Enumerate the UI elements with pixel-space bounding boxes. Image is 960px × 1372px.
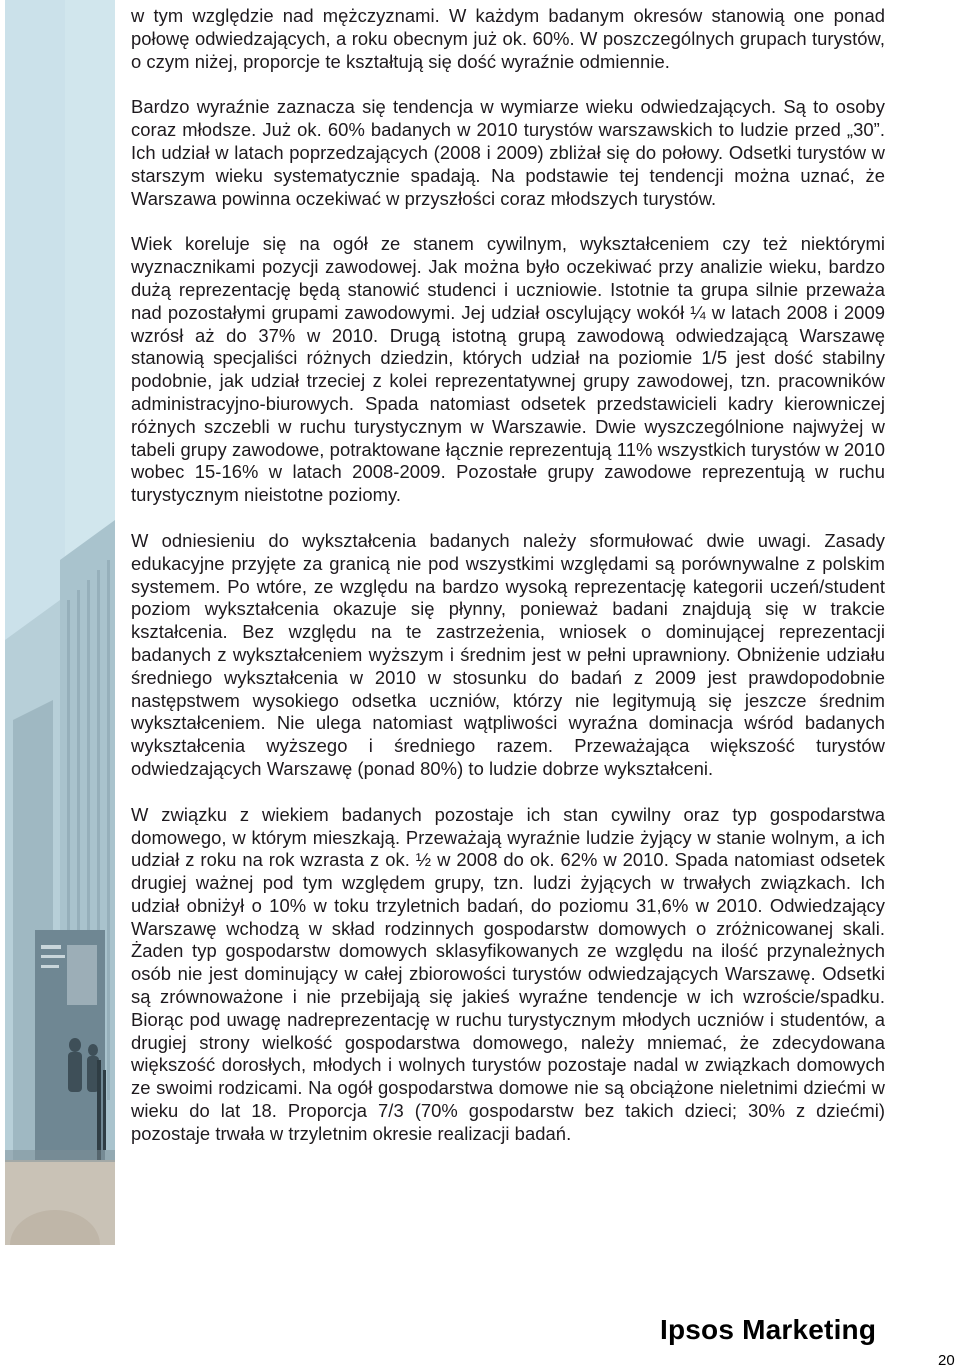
- city-illustration: [5, 0, 115, 1245]
- paragraph: W odniesieniu do wykształcenia badanych należy sformułować dwie uwagi. Zasady edukacyjne przyjęte za granicą nie pod wszystkimi względami są porównywalne z polskim systemem. Po wtóre, ze względu na bardzo wysoką reprezentację kategorii uczeń/student poziom wykształcenia okazuje się płynny, ponieważ badani znajdują się w trakcie kształcenia. Bez względu na te zastrzeżenia, wniosek o dominującej reprezentacji badanych z wykształceniem wyższym i średnim jest w pełni uprawniony. Obniżenie udziału średniego wykształcenia w 2010 w stosunku do badań z 2009 jest prawdopodobnie następstwem wysokiego odsetka uczniów, którzy nie legitymują się jeszcze średnim wykształceniem. Nie ulega natomiast wątpliwości wyraźna dominacja wśród badanych wykształcenia wyższego i średniego razem. Przeważająca większość turystów odwiedzających Warszawę (ponad 80%) to ludzie dobrze wykształceni.: [131, 529, 885, 779]
- paragraph: Wiek koreluje się na ogół ze stanem cywilnym, wykształceniem czy też niektórymi wyznacznikami pozycji zawodowej. Jak można było oczekiwać przy analizie wieku, bardzo dużą reprezentację będą stanowić studenci i uczniowie. Istotnie ta grupa silnie przeważa nad pozostałymi grupami zawodowymi. Jej udział oscylujący wokół ¼ w latach 2008 i 2009 wzrósł aż do 37% w 2010. Drugą istotną grupą zawodową odwiedzającą Warszawę stanowią specjaliści różnych dziedzin, których udział na poziomie 1/5 jest dość stabilny podobnie, jak udział trzeciej z kolei reprezentatywnej grupy zawodowej, tzn. pracowników administracyjno-biurowych. Spada natomiast odsetek przedstawicieli kadry kierowniczej różnych szczebli w ruchu turystycznym w Warszawie. Dwie wyszczególnione najwyżej w tabeli grupy zawodowe, potraktowane łącznie reprezentują 11% wszystkich turystów w 2010 wobec 15-16% w latach 2008-2009. Pozostałe grupy zawodowe reprezentują w ruchu turystycznym nieistotne poziomy.: [131, 233, 885, 506]
- paragraph: Bardzo wyraźnie zaznacza się tendencja w wymiarze wieku odwiedzających. Są to osoby coraz młodsze. Już ok. 60% badanych w 2010 turystów warszawskich to ludzie przed „30”. Ich udział w latach poprzedzających (2008 i 2009) zbliżał się do połowy. Odsetki turystów w starszym wieku systematycznie spadają. Na podstawie tej tendencji można uznać, że Warszawa powinna oczekiwać w przyszłości coraz młodszych turystów.: [131, 96, 885, 209]
- footer-brand: Ipsos Marketing: [660, 1314, 877, 1345]
- paragraph: w tym względzie nad mężczyznami. W każdym badanym okresów stanowią one ponad połowę odwiedzających, a roku obecnym już ok. 60%. W poszczególnych grupach turystów, o czym niżej, proporcje te kształtują się dość wyraźnie odmiennie.: [131, 5, 885, 72]
- decorative-sidebar-image: [5, 0, 115, 1245]
- paragraph: W związku z wiekiem badanych pozostaje ich stan cywilny oraz typ gospodarstwa domowego, w którym mieszkają. Przeważają wyraźnie ludzie żyjący w stanie wolnym, a ich udział z roku na rok wzrasta z ok. ½ w 2008 do ok. 62% w 2010. Spada natomiast odsetek drugiej ważnej pod tym względem grupy, tzn. ludzi żyjących w trwałych związkach. Ich udział obniżył o 10% w toku trzyletnich badań, do poziomu 31,6% w 2010. Odwiedzający Warszawę wchodzą w skład rodzinnych gospodarstw domowych o zróżnicowanej skali. Żaden typ gospodarstw domowych sklasyfikowanych ze względu na ilość przynależnych osób nie jest dominujący w całej zbiorowości turystów odwiedzających Warszawę. Odsetki są zrównoważone i nie przebijają się jakieś wyraźne tendencje w ich wzroście/spadku. Biorąc pod uwagę nadreprezentację w ruchu turystycznym młodych uczniów i studentów, a drugiej strony wielkość gospodarstwa domowego, należy mniemać, że zdecydowana większość dorosłych, młodych i wolnych turystów pozostaje nadal w związkach domowych ze swoimi rodzicami. Na ogół gospodarstwa domowe nie są obciążone nieletnimi dziećmi w wieku do lat 18. Proporcja 7/3 (70% gospodarstw bez takich dzieci; 30% z dziećmi) pozostaje trwała w trzyletnim okresie realizacji badań.: [131, 803, 885, 1144]
- page-number: 20: [938, 1352, 955, 1369]
- document-body: [131, 5, 885, 1146]
